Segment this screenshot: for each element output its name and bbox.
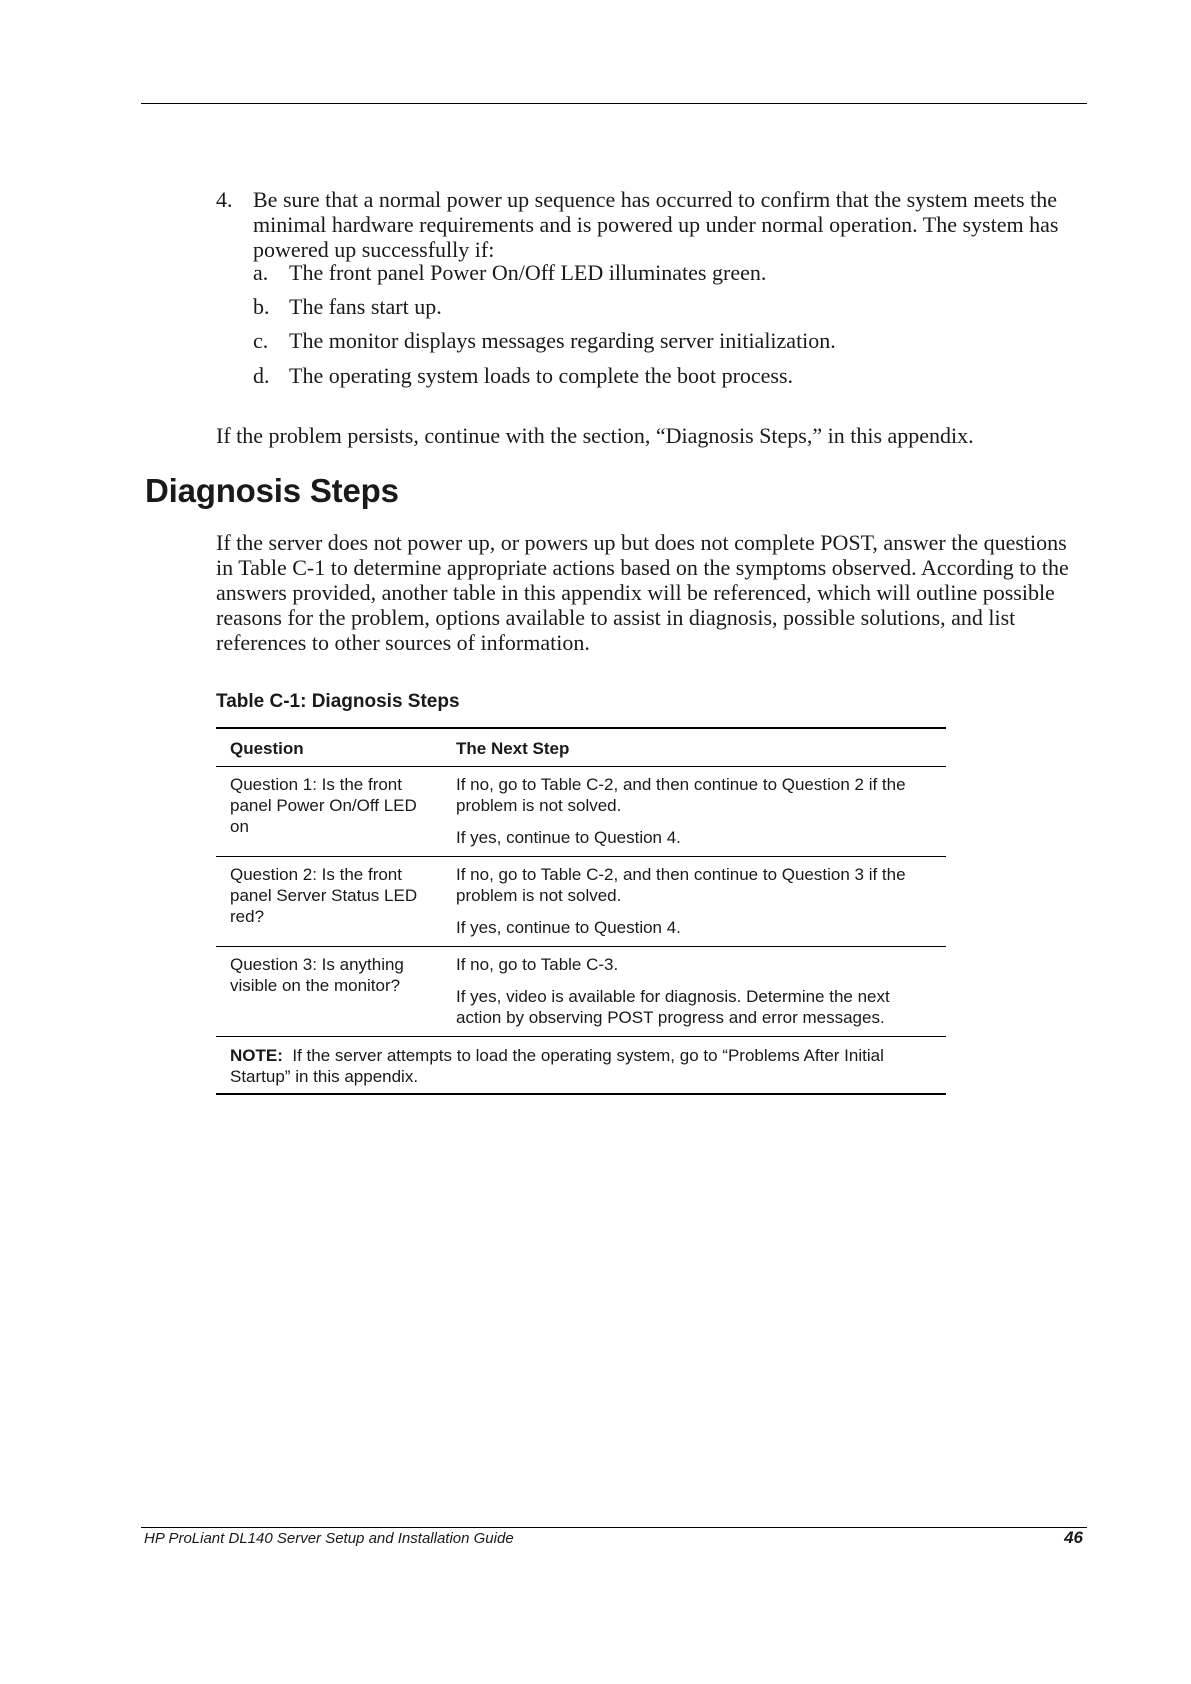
header-rule (141, 103, 1087, 104)
sub-item-text: The fans start up. (289, 294, 442, 319)
sub-item-text: The monitor displays messages regarding server initialization. (289, 328, 836, 353)
next-step-yes: If yes, continue to Question 4. (456, 828, 681, 847)
table-row (216, 947, 946, 1037)
question-cell: Question 3: Is anything visible on the monitor? (216, 947, 442, 1037)
note-cell (216, 1037, 946, 1095)
next-step-no: If no, go to Table C-2, and then continue to Question 2 if the problem is not solved. (456, 775, 906, 815)
header-question: Question (216, 728, 442, 767)
next-step-cell (442, 947, 946, 1037)
table-row (216, 857, 946, 947)
persist-text: If the problem persists, continue with the section, “Diagnosis Steps,” in this appendix. (216, 423, 974, 448)
page-number: 46 (1064, 1528, 1083, 1547)
sub-item-label: d. (253, 363, 270, 388)
section-paragraph: If the server does not power up, or powers up but does not complete POST, answer the questions in Table C-1 to determine appropriate actions based on the symptoms observed. According to the answers provided, another table in this appendix will be referenced, which will outline possible reasons for the problem, options available to assist in diagnosis, possible solutions, and list references to other sources of information. (216, 530, 1069, 655)
table-caption: Table C-1: Diagnosis Steps (216, 691, 460, 712)
diagnosis-table (216, 727, 946, 1095)
sub-item-label: a. (253, 260, 269, 285)
sub-item-text: The operating system loads to complete the boot process. (289, 363, 794, 388)
question-cell: Question 2: Is the front panel Server Status LED red? (216, 857, 442, 947)
next-step-cell (442, 857, 946, 947)
step-4-number: 4. (216, 187, 233, 212)
sub-item-label: c. (253, 328, 269, 353)
section-heading: Diagnosis Steps (145, 472, 399, 509)
footer-rule (141, 1527, 1087, 1528)
next-step-no: If no, go to Table C-2, and then continue to Question 3 if the problem is not solved. (456, 865, 906, 905)
next-step-yes: If yes, video is available for diagnosis. Determine the next action by observing POST progress and error messages. (456, 987, 890, 1027)
header-next-step: The Next Step (442, 728, 946, 767)
note-text: If the server attempts to load the operating system, go to “Problems After Initial Startup” in this appendix. (230, 1046, 884, 1086)
next-step-no: If no, go to Table C-3. (456, 955, 619, 974)
next-step-yes: If yes, continue to Question 4. (456, 918, 681, 937)
table-header-row (216, 728, 946, 767)
step-4-text: Be sure that a normal power up sequence has occurred to confirm that the system meets the minimal hardware requirements and is powered up under normal operation. The system has powered up successfully if: (253, 187, 1059, 262)
next-step-cell (442, 767, 946, 857)
table-row (216, 767, 946, 857)
table-note-row (216, 1037, 946, 1095)
footer-title: HP ProLiant DL140 Server Setup and Installation Guide (144, 1530, 514, 1547)
question-cell: Question 1: Is the front panel Power On/Off LED on (216, 767, 442, 857)
note-label: NOTE: (230, 1046, 283, 1065)
sub-item-label: b. (253, 294, 270, 319)
sub-item-text: The front panel Power On/Off LED illuminates green. (289, 260, 767, 285)
